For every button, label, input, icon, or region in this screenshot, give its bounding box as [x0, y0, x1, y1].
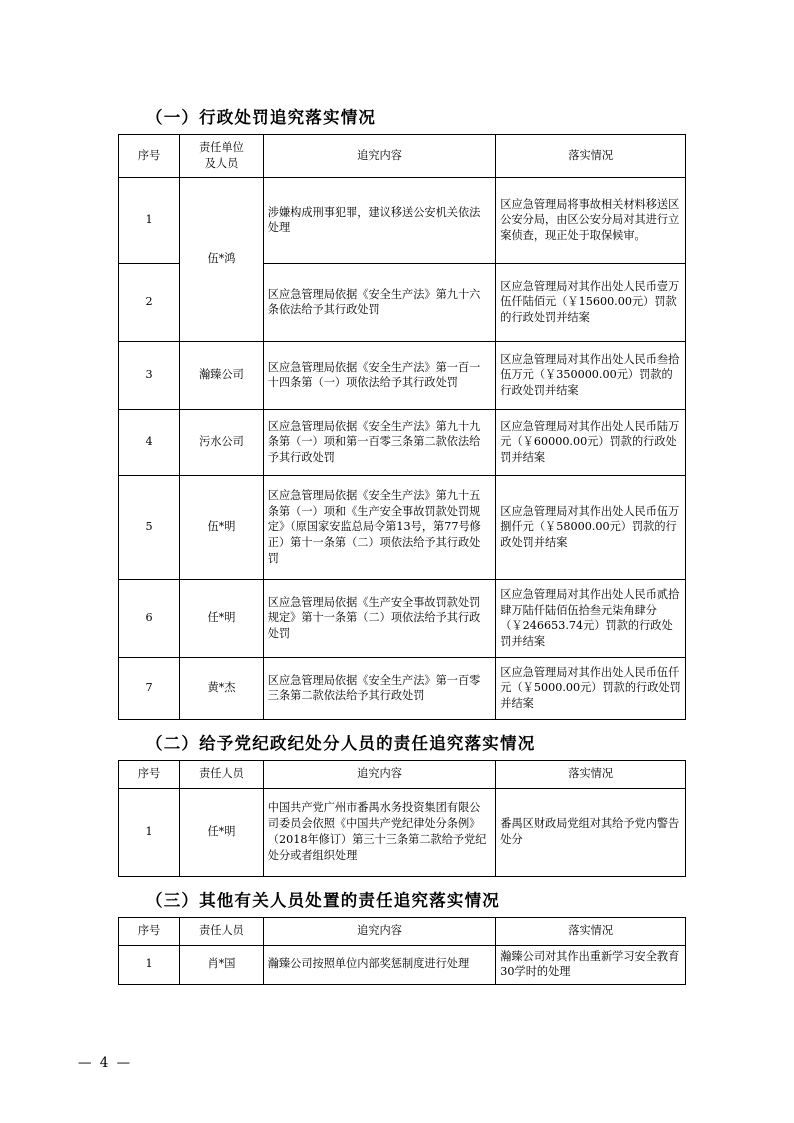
row-implementation: 区应急管理局对其作出处人民币贰拾肆万陆仟陆佰伍拾叁元柒角肆分（￥246653.74元）罚款的行政处罚并结案	[496, 580, 686, 658]
row-content: 区应急管理局依据《安全生产法》第九十五条第（一）项和《生产安全事故罚款处罚规定》（原国家安监总局令第13号，第77号修正）第十一条第（二）项依法给予其行政处罚	[263, 476, 496, 580]
column-header-implementation: 落实情况	[496, 134, 686, 178]
column-header-responsible-person: 责任人员	[180, 761, 264, 789]
table-header-row	[119, 917, 686, 945]
table-row	[119, 658, 686, 720]
row-content: 涉嫌构成刑事犯罪，建议移送公安机关依法处理	[263, 178, 496, 264]
row-implementation: 瀚臻公司对其作出重新学习安全教育30学时的处理	[496, 945, 686, 985]
table-row	[119, 178, 686, 264]
column-header-responsible-unit-line2: 及人员	[204, 156, 239, 170]
row-index: 1	[119, 178, 180, 264]
document-content	[118, 108, 686, 985]
table-row	[119, 788, 686, 876]
column-header-implementation: 落实情况	[496, 917, 686, 945]
row-index: 4	[119, 410, 180, 476]
row-content: 区应急管理局依据《生产安全事故罚款处罚规定》第十一条第（二）项依法给予其行政处罚	[263, 580, 496, 658]
column-header-index: 序号	[119, 761, 180, 789]
row-implementation: 番禺区财政局党组对其给予党内警告处分	[496, 788, 686, 876]
table-row	[119, 410, 686, 476]
row-content: 区应急管理局依据《安全生产法》第一百一十四条第（一）项依法给予其行政处罚	[263, 342, 496, 410]
row-responsible-party: 污水公司	[180, 410, 264, 476]
row-content: 瀚臻公司按照单位内部奖惩制度进行处理	[263, 945, 496, 985]
column-header-index: 序号	[119, 134, 180, 178]
row-implementation: 区应急管理局对其作出处人民币陆万元（￥60000.00元）罚款的行政处罚并结案	[496, 410, 686, 476]
row-implementation: 区应急管理局将事故相关材料移送区公安分局，由区公安分局对其进行立案侦查，现正处于取保候审。	[496, 178, 686, 264]
column-header-content: 追究内容	[263, 917, 496, 945]
party-discipline-table	[118, 760, 686, 877]
row-index: 7	[119, 658, 180, 720]
row-responsible-party: 黄*杰	[180, 658, 264, 720]
row-index: 5	[119, 476, 180, 580]
column-header-implementation: 落实情况	[496, 761, 686, 789]
row-implementation: 区应急管理局对其作出处人民币伍仟元（￥5000.00元）罚款的行政处罚并结案	[496, 658, 686, 720]
row-responsible-party: 伍*鸿	[180, 178, 264, 342]
row-index: 1	[119, 945, 180, 985]
row-implementation: 区应急管理局对其作出处人民币壹万伍仟陆佰元（￥15600.00元）罚款的行政处罚并结案	[496, 264, 686, 342]
row-content: 区应急管理局依据《安全生产法》第九十九条第（一）项和第一百零三条第二款依法给予其行政处罚	[263, 410, 496, 476]
row-responsible-party: 任*明	[180, 788, 264, 876]
other-personnel-table	[118, 917, 686, 986]
column-header-content: 追究内容	[263, 134, 496, 178]
table-row	[119, 342, 686, 410]
row-content: 区应急管理局依据《安全生产法》第一百零三条第二款依法给予其行政处罚	[263, 658, 496, 720]
row-index: 2	[119, 264, 180, 342]
row-content: 中国共产党广州市番禺水务投资集团有限公司委员会依照《中国共产党纪律处分条例》（2018年修订）第三十三条第二款给予党纪处分或者组织处理	[263, 788, 496, 876]
table-header-row	[119, 134, 686, 178]
column-header-responsible-unit	[180, 134, 264, 178]
row-implementation: 区应急管理局对其作出处人民币伍万捌仟元（￥58000.00元）罚款的行政处罚并结案	[496, 476, 686, 580]
column-header-index: 序号	[119, 917, 180, 945]
row-responsible-party: 任*明	[180, 580, 264, 658]
section-heading-three: （三）其他有关人员处置的责任追究落实情况	[146, 890, 500, 910]
administrative-penalty-table	[118, 134, 686, 721]
table-row	[119, 476, 686, 580]
row-index: 1	[119, 788, 180, 876]
column-header-responsible-person: 责任人员	[180, 917, 264, 945]
section-heading-one: （一）行政处罚追究落实情况	[146, 108, 377, 127]
table-header-row	[119, 761, 686, 789]
section-heading-two: （二）给予党纪政纪处分人员的责任追究落实情况	[146, 734, 536, 754]
table-row	[119, 580, 686, 658]
row-index: 6	[119, 580, 180, 658]
row-responsible-party: 肖*国	[180, 945, 264, 985]
row-implementation: 区应急管理局对其作出处人民币叁拾伍万元（￥350000.00元）罚款的行政处罚并结案	[496, 342, 686, 410]
row-content: 区应急管理局依据《安全生产法》第九十六条依法给予其行政处罚	[263, 264, 496, 342]
column-header-responsible-unit-line1: 责任单位	[199, 140, 244, 154]
row-responsible-party: 瀚臻公司	[180, 342, 264, 410]
row-responsible-party: 伍*明	[180, 476, 264, 580]
row-index: 3	[119, 342, 180, 410]
table-row	[119, 945, 686, 985]
page-number: — 4 —	[78, 1055, 133, 1071]
column-header-content: 追究内容	[263, 761, 496, 789]
